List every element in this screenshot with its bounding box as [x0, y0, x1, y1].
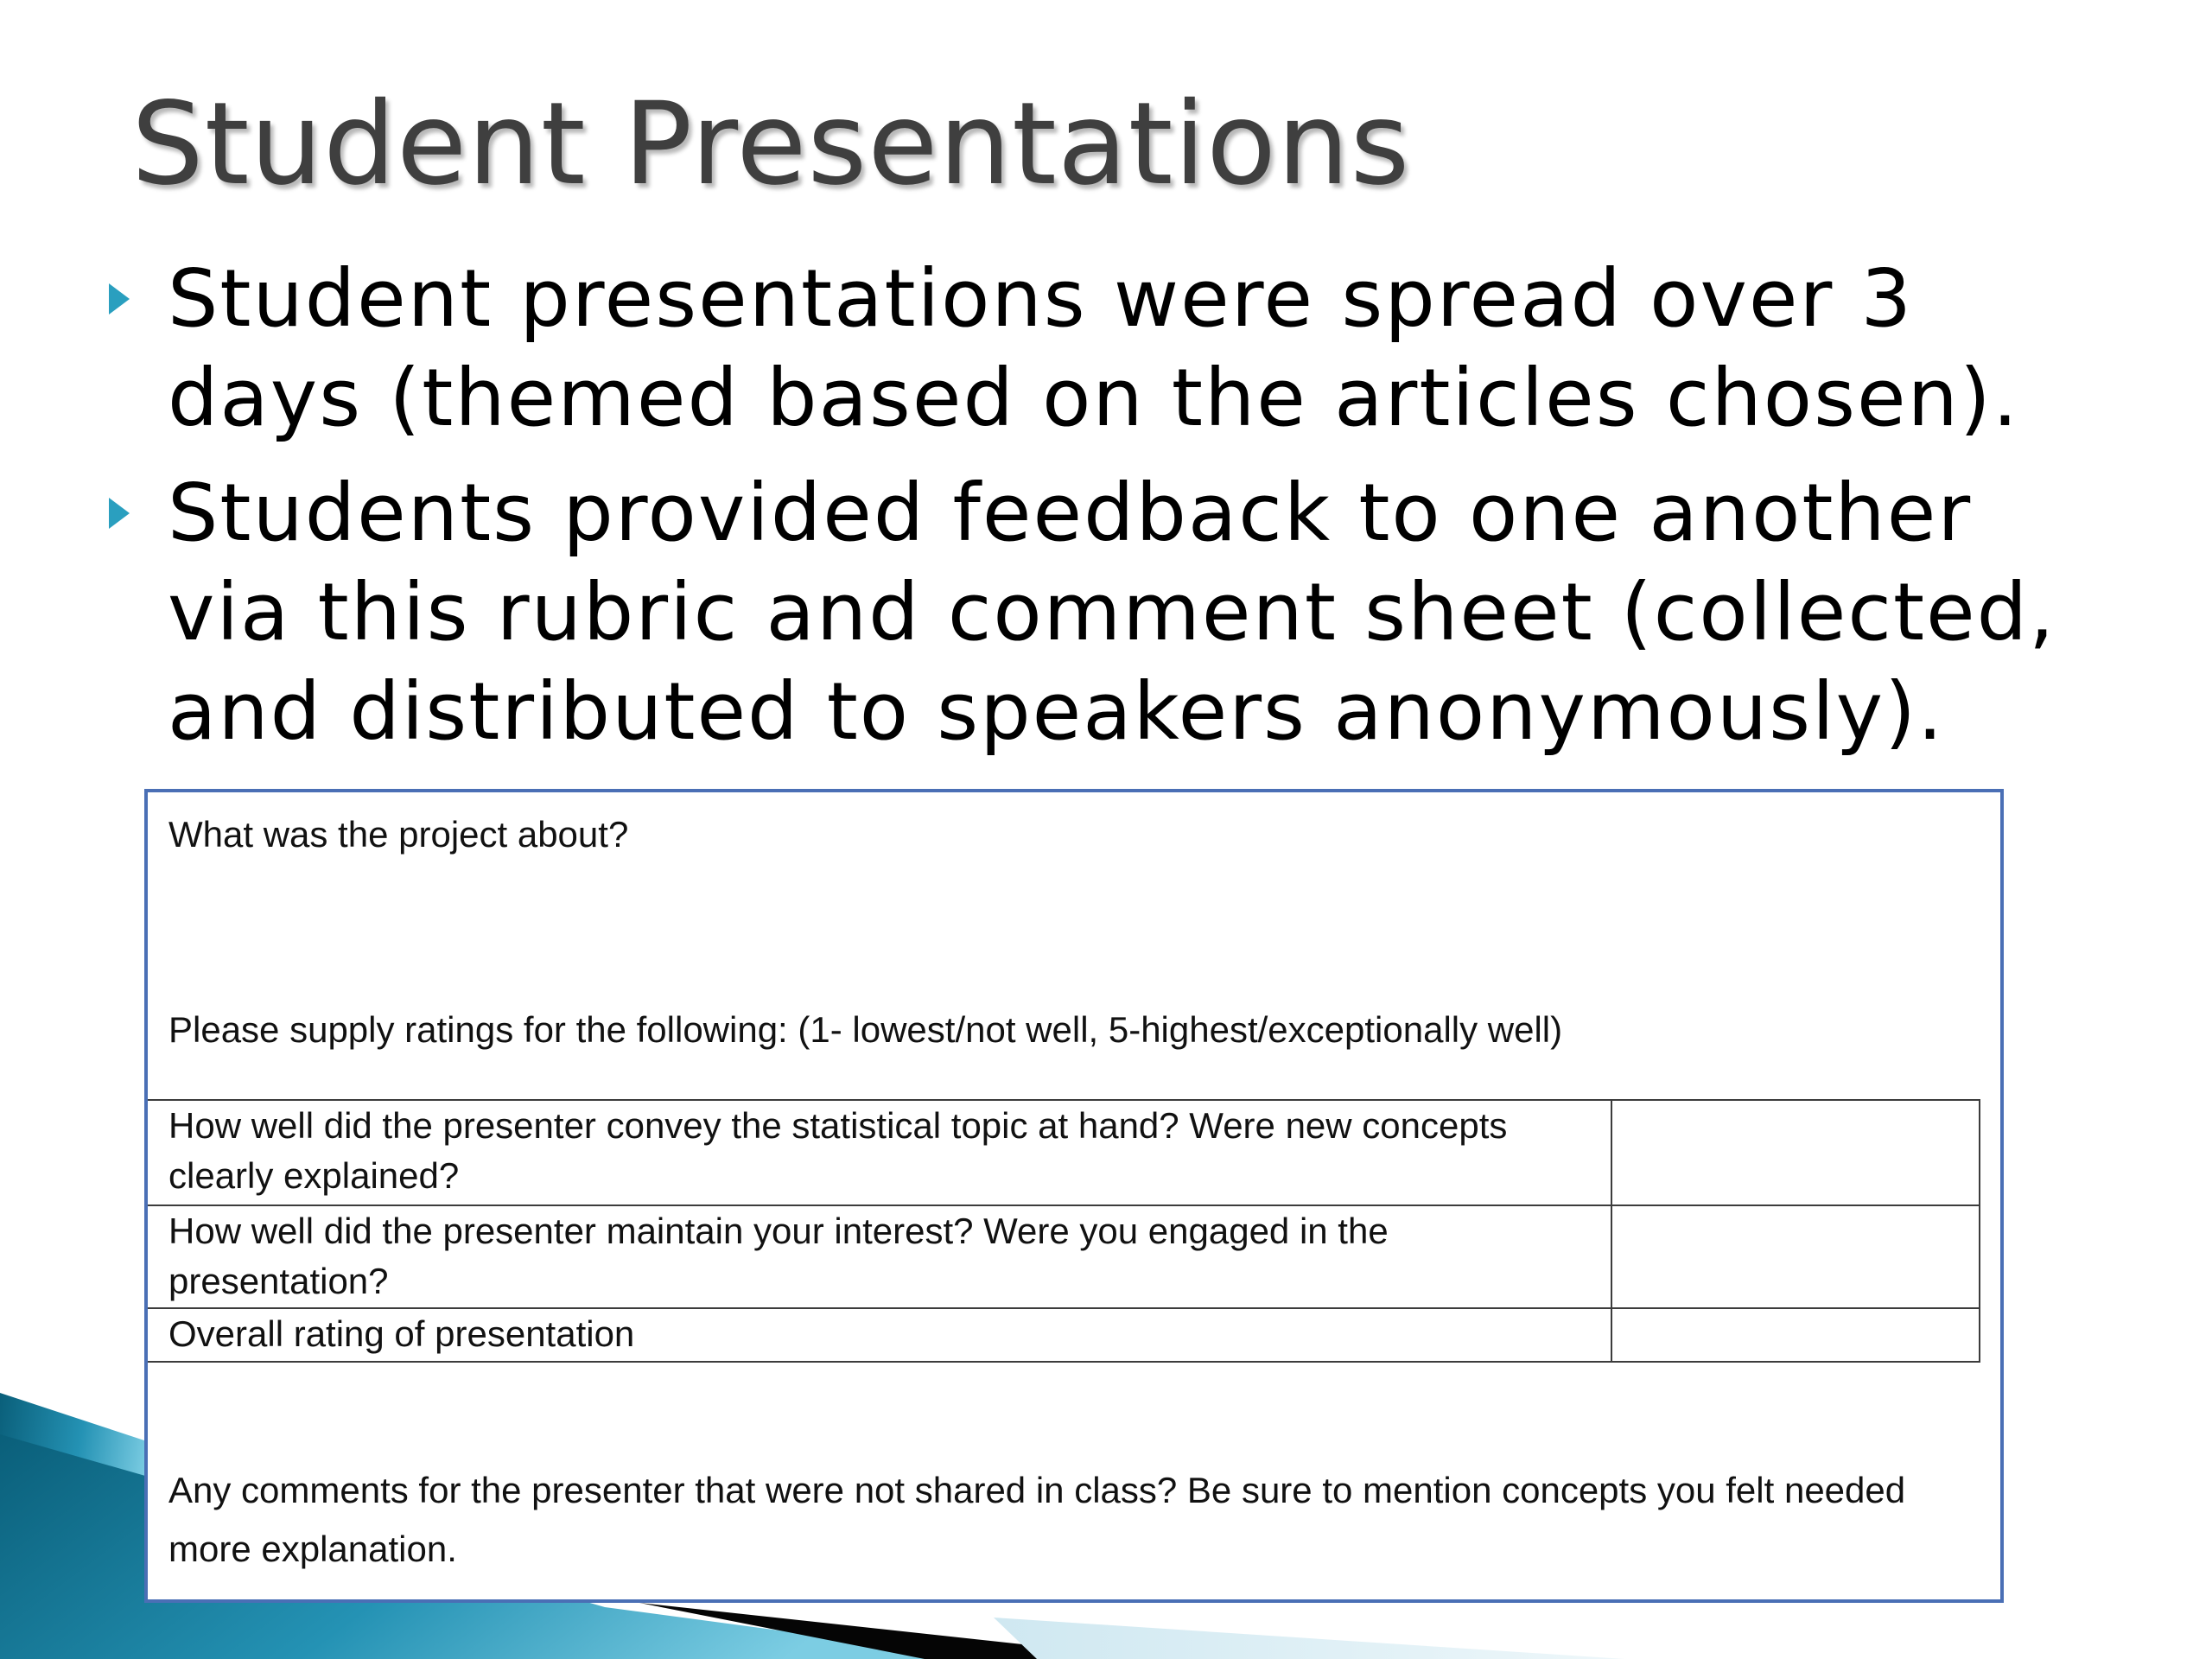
- bullet-item: [102, 249, 2089, 448]
- rubric-question: How well did the presenter maintain your interest? Were you engaged in the presentation?: [148, 1205, 1611, 1308]
- comments-prompt: Any comments for the presenter that were not shared in class? Be sure to mention concepts you felt needed more explanation.: [168, 1470, 1906, 1569]
- rating-cell: [1611, 1100, 1980, 1205]
- triangle-bullet-icon: [109, 283, 130, 315]
- project-question: What was the project about?: [168, 814, 629, 855]
- slide-title: Student Presentations: [131, 78, 1411, 211]
- rubric-question: Overall rating of presentation: [148, 1308, 1611, 1362]
- rubric-row: [148, 1205, 1980, 1308]
- bullet-text: Student presentations were spread over 3 days (themed based on the articles chosen).: [168, 252, 2020, 444]
- pale-swoosh: [994, 1618, 1624, 1659]
- rubric-row: [148, 1100, 1980, 1205]
- feedback-sheet-image: [144, 789, 2004, 1603]
- bullet-item: [102, 463, 2089, 761]
- rubric-question: How well did the presenter convey the statistical topic at hand? Were new concepts clearly explained?: [148, 1100, 1611, 1205]
- bullet-list: [102, 249, 2089, 761]
- rating-cell: [1611, 1308, 1980, 1362]
- ratings-instruction: Please supply ratings for the following: (1- lowest/not well, 5-highest/exceptionally well): [168, 1009, 1563, 1050]
- rating-cell: [1611, 1205, 1980, 1308]
- rubric-row: [148, 1308, 1980, 1362]
- rating-rubric-table: [148, 1099, 1980, 1363]
- bullet-text: Students provided feedback to one another via this rubric and comment sheet (collected, and distributed to speakers anonymously).: [168, 467, 2056, 758]
- triangle-bullet-icon: [109, 498, 130, 529]
